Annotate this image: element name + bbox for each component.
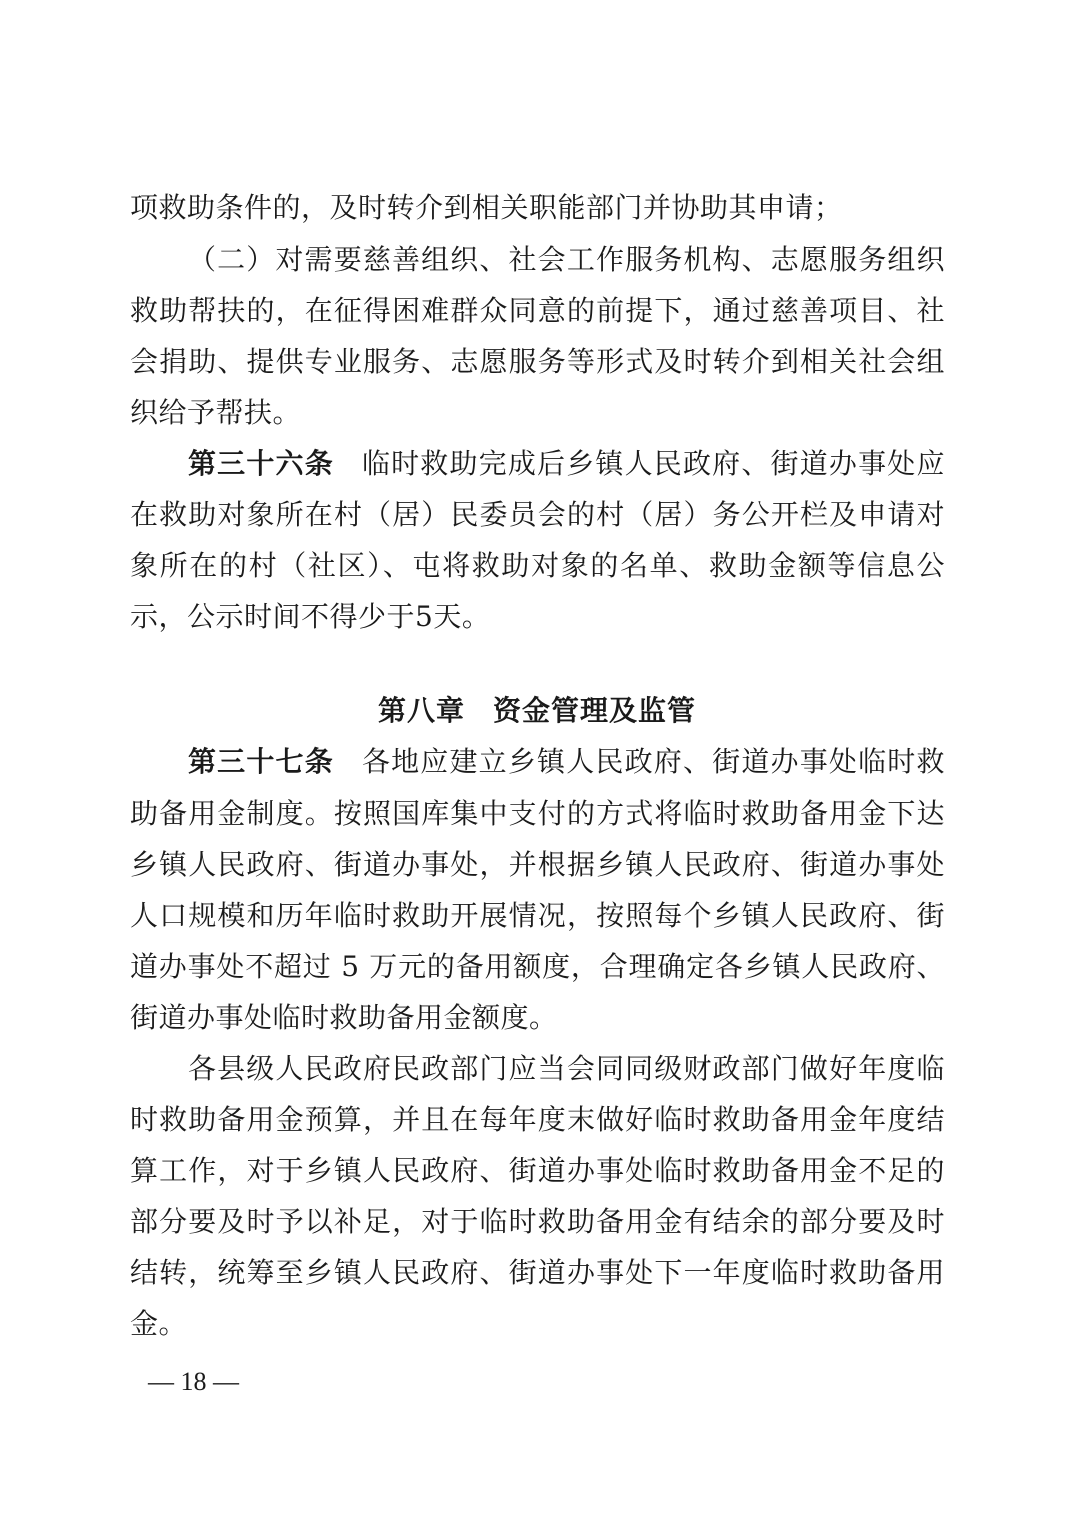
paragraph-line: 部分要及时予以补足，对于临时救助备用金有结余的部分要及时: [130, 1205, 945, 1238]
paragraph-line: 乡镇人民政府、街道办事处，并根据乡镇人民政府、街道办事处: [130, 848, 945, 881]
paragraph-line: 示，公示时间不得少于5天。: [130, 600, 491, 633]
paragraph-line: 各县级人民政府民政部门应当会同同级财政部门做好年度临: [188, 1052, 945, 1085]
paragraph-line: 道办事处不超过 5 万元的备用额度，合理确定各乡镇人民政府、: [130, 950, 945, 983]
chapter-number: 第八章: [377, 694, 465, 727]
paragraph-line: （二）对需要慈善组织、社会工作服务机构、志愿服务组织: [188, 243, 945, 276]
chapter-heading: [0, 693, 1074, 729]
article-36-text: 临时救助完成后乡镇人民政府、街道办事处应: [361, 447, 945, 480]
paragraph-line: 人口规模和历年临时救助开展情况，按照每个乡镇人民政府、街: [130, 899, 945, 932]
paragraph-line: 算工作，对于乡镇人民政府、街道办事处临时救助备用金不足的: [130, 1154, 945, 1187]
paragraph-line: 织给予帮扶。: [130, 396, 302, 429]
paragraph-line: 时救助备用金预算，并且在每年度末做好临时救助备用金年度结: [130, 1103, 945, 1136]
article-37-text: 各地应建立乡镇人民政府、街道办事处临时救: [361, 745, 945, 778]
article-36-title: 第三十六条: [188, 447, 334, 480]
paragraph-line: 象所在的村（社区）、屯将救助对象的名单、救助金额等信息公: [130, 549, 945, 582]
paragraph-line: 街道办事处临时救助备用金额度。: [130, 1001, 558, 1034]
paragraph-line: 金。: [130, 1307, 188, 1340]
article-37-title: 第三十七条: [188, 745, 334, 778]
paragraph-line: 在救助对象所在村（居）民委员会的村（居）务公开栏及申请对: [130, 498, 945, 531]
article-36-first-line: [188, 446, 945, 482]
paragraph-line: 项救助条件的，及时转介到相关职能部门并协助其申请；: [130, 191, 843, 224]
article-37-first-line: [188, 744, 945, 780]
paragraph-line: 结转，统筹至乡镇人民政府、街道办事处下一年度临时救助备用: [130, 1256, 945, 1289]
paragraph-line: 助备用金制度。按照国库集中支付的方式将临时救助备用金下达: [130, 797, 945, 830]
paragraph-line: 救助帮扶的，在征得困难群众同意的前提下，通过慈善项目、社: [130, 294, 945, 327]
chapter-title: 资金管理及监管: [493, 694, 697, 727]
paragraph-line: 会捐助、提供专业服务、志愿服务等形式及时转介到相关社会组: [130, 345, 945, 378]
page-number: — 18 —: [148, 1367, 239, 1396]
